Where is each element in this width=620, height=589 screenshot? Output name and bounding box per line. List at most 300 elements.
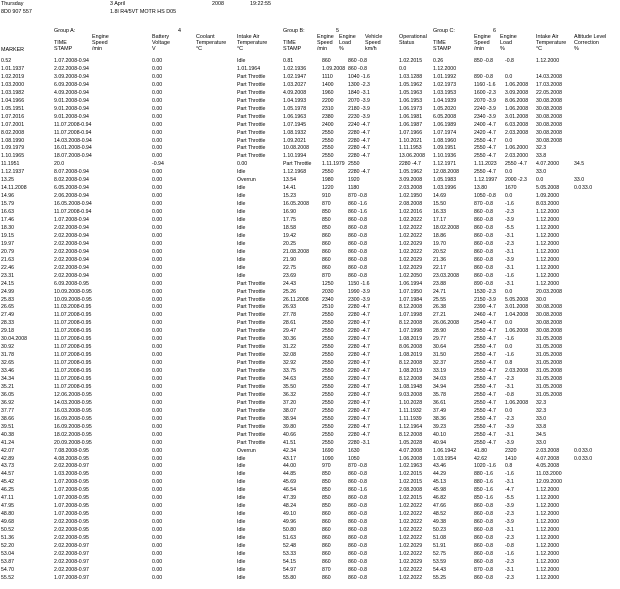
row-cell: -5.5 bbox=[505, 495, 514, 502]
row-cell: 34.5 bbox=[574, 161, 585, 168]
row-cell: 2.06.2008-0.94 bbox=[54, 193, 89, 200]
row-cell: 0.81 bbox=[283, 58, 294, 64]
row-cell: 0.0 bbox=[505, 344, 513, 351]
group-a-label: Group A: bbox=[54, 28, 76, 34]
row-cell: 1960 bbox=[322, 89, 334, 96]
row-cell: 2280 -4.7 bbox=[348, 129, 370, 136]
row-cell: 0.8 bbox=[505, 360, 513, 367]
row-cell: 44.85 bbox=[283, 471, 296, 478]
row-cell: 2550 -4.7 bbox=[474, 423, 496, 430]
row-cell: 0.00 bbox=[152, 121, 163, 128]
row-cell: 33.0 bbox=[582, 455, 593, 462]
row-cell: Part Throttle bbox=[237, 423, 266, 430]
row-cell: 860 -0.8 bbox=[474, 232, 494, 239]
row-cell: 2280 -4.7 bbox=[348, 368, 370, 375]
row-cell: 1.12.2000 bbox=[536, 566, 560, 573]
row-cell: 40.66 bbox=[283, 431, 296, 438]
row-cell: 16.63 bbox=[1, 209, 14, 216]
row-cell: 22.05.2008 bbox=[536, 89, 562, 96]
row-cell: 0.0 bbox=[505, 407, 513, 414]
row-cell: 2550 bbox=[322, 415, 334, 422]
row-cell: 860 -0.8 bbox=[474, 542, 494, 549]
row-cell: 32.3 bbox=[536, 399, 547, 406]
row-cell: 2.02.2008-0.95 bbox=[54, 519, 89, 526]
row-cell: 0.00 bbox=[152, 232, 163, 239]
row-cell: 11.07.2008-0.94 bbox=[54, 129, 92, 136]
row-cell: 2550 bbox=[322, 368, 334, 375]
row-cell: 36.92 bbox=[1, 399, 14, 406]
row-cell: 0.00 bbox=[152, 137, 163, 144]
row-cell: 3.09.2008 bbox=[399, 177, 423, 184]
row-cell: 860 bbox=[322, 519, 331, 526]
row-cell: 1.05.2028 bbox=[399, 439, 423, 446]
row-cell: 1.07.2016 bbox=[1, 113, 25, 120]
row-cell: 1.04.1966 bbox=[1, 97, 25, 104]
row-cell: 2280 -4.7 bbox=[348, 431, 370, 438]
row-cell: 21.63 bbox=[1, 256, 14, 263]
row-cell: 29.18 bbox=[1, 328, 14, 335]
row-cell: 1.12.2000 bbox=[536, 535, 560, 541]
row-cell: -3.9 bbox=[505, 503, 514, 510]
row-cell: 2550 bbox=[322, 344, 334, 351]
row-cell: Idle bbox=[237, 185, 246, 192]
row-cell: 2.08.2008 bbox=[399, 487, 423, 494]
row-cell: 26.11.2008 bbox=[283, 296, 309, 303]
row-cell: Part Throttle bbox=[237, 352, 266, 359]
row-cell: 40.38 bbox=[1, 431, 14, 438]
row-cell: 30.64 bbox=[433, 344, 446, 351]
row-cell: 2550 bbox=[322, 431, 334, 438]
row-cell: 0.00 bbox=[152, 185, 163, 192]
row-cell: Part Throttle bbox=[237, 368, 266, 375]
row-cell: 880 -1.6 bbox=[474, 471, 494, 478]
row-cell: 8.12.2008 bbox=[399, 431, 423, 438]
row-cell: 33.8 bbox=[536, 153, 547, 160]
row-cell: 0.00 bbox=[152, 360, 163, 367]
row-cell: 2400 bbox=[322, 121, 334, 128]
row-cell: 1.12.2000 bbox=[536, 280, 560, 287]
row-cell: 860 -0.8 bbox=[348, 542, 368, 549]
row-cell: 17.17 bbox=[433, 217, 446, 223]
header-time: 19:22:55 bbox=[250, 1, 271, 7]
row-cell: 34.03 bbox=[433, 376, 446, 382]
row-cell: 2380 bbox=[322, 113, 334, 120]
row-cell: 12.09.2000 bbox=[536, 479, 562, 486]
row-cell: 31.78 bbox=[1, 352, 14, 359]
row-cell: 2550 bbox=[322, 383, 334, 390]
row-cell: 1.05.2020 bbox=[433, 105, 457, 112]
row-cell: 9.03.2008 bbox=[399, 391, 423, 398]
row-cell: Idle bbox=[237, 217, 246, 223]
row-cell: 4.09.2008 bbox=[283, 89, 307, 96]
row-cell: 1.07.2008-0.94 bbox=[54, 217, 89, 223]
row-cell: 6.05.2008 bbox=[433, 113, 457, 120]
row-cell: 1.02.2029 bbox=[399, 256, 423, 263]
row-cell: 1.02.2022 bbox=[399, 217, 423, 223]
row-cell: 1.02.2050 bbox=[399, 272, 423, 279]
row-cell: 12.08.2008 bbox=[433, 169, 459, 176]
row-cell: 0.00 bbox=[152, 503, 163, 510]
row-cell: 0.00 bbox=[152, 550, 163, 557]
header-date: 3 April bbox=[110, 1, 125, 7]
row-cell: 16.90 bbox=[283, 209, 296, 216]
row-cell: 1410 bbox=[505, 455, 517, 462]
row-cell: 2550 -4.7 bbox=[474, 145, 496, 152]
row-cell: Part Throttle bbox=[237, 89, 266, 96]
row-cell: 45.69 bbox=[283, 479, 296, 486]
col-a-intake: Intake Air Temperature °C bbox=[237, 34, 268, 52]
row-cell: 49.96 bbox=[283, 519, 296, 526]
row-cell: 2310 bbox=[322, 105, 334, 112]
row-cell: Overrun bbox=[237, 447, 256, 454]
row-cell: 0.0 bbox=[505, 320, 513, 327]
row-cell: 870 bbox=[322, 566, 331, 573]
row-cell: 1050 -0.8 bbox=[474, 193, 496, 200]
row-cell: 2420 -4.7 bbox=[474, 129, 496, 136]
row-cell: 18.58 bbox=[283, 224, 296, 231]
row-cell: 2280 -4.7 bbox=[348, 407, 370, 414]
row-cell: 0.00 bbox=[152, 527, 163, 534]
row-cell: 2550 -4.7 bbox=[474, 439, 496, 446]
row-cell: 2550 bbox=[322, 376, 334, 382]
row-cell: 1.05.1962 bbox=[399, 169, 423, 176]
row-cell: 1.12.2000 bbox=[536, 495, 560, 502]
row-cell: 0.00 bbox=[152, 511, 163, 518]
row-cell: Idle bbox=[237, 558, 246, 565]
col-b-vehicle: Vehicle Speed km/h bbox=[365, 34, 383, 52]
row-cell: 30.36 bbox=[283, 336, 296, 343]
row-cell: 0.0 bbox=[505, 137, 513, 144]
row-cell: Part Throttle bbox=[237, 399, 266, 406]
row-cell: 2550 bbox=[322, 439, 334, 446]
row-cell: 1840 -3.1 bbox=[348, 89, 370, 96]
row-cell: 39.23 bbox=[433, 423, 446, 430]
row-cell: 20.09.2008-0.95 bbox=[54, 439, 92, 446]
row-cell: Idle bbox=[237, 264, 246, 271]
row-cell: 17.03.2008 bbox=[536, 81, 562, 88]
row-cell: -5.5 bbox=[505, 224, 514, 231]
row-cell: 860 -0.8 bbox=[474, 550, 494, 557]
row-cell: 1.02.1936 bbox=[283, 65, 307, 72]
row-cell: 18.30 bbox=[1, 224, 14, 231]
row-cell: 0.00 bbox=[152, 73, 163, 80]
row-cell: Part Throttle bbox=[237, 376, 266, 382]
row-cell: 22.17 bbox=[433, 264, 446, 271]
row-cell: 2550 bbox=[322, 336, 334, 343]
row-cell: 2550 bbox=[322, 360, 334, 367]
row-cell: -1.6 bbox=[505, 471, 514, 478]
row-cell: 1.12.2000 bbox=[536, 550, 560, 557]
row-cell: 11.03.2008-0.95 bbox=[54, 304, 92, 311]
row-cell: 1150 -1.6 bbox=[348, 280, 370, 287]
row-cell: 1.12.2000 bbox=[536, 232, 560, 239]
row-cell: -3.1 bbox=[505, 479, 514, 486]
row-cell: 860 -0.8 bbox=[348, 272, 368, 279]
row-cell: 1.06.2008 bbox=[505, 81, 529, 88]
row-cell: 0.0 bbox=[574, 185, 582, 192]
row-cell: 1.12.2000 bbox=[536, 240, 560, 247]
row-cell: 1400 bbox=[322, 81, 334, 88]
row-cell: 1.02.2019 bbox=[1, 73, 25, 80]
row-cell: Part Throttle bbox=[237, 113, 266, 120]
row-cell: 0.00 bbox=[152, 471, 163, 478]
row-cell: 34.5 bbox=[536, 431, 547, 438]
row-cell: 1.02.2022 bbox=[399, 535, 423, 541]
row-cell: 850 bbox=[322, 495, 331, 502]
row-cell: Part Throttle bbox=[237, 328, 266, 335]
row-cell: 1.12.1968 bbox=[283, 169, 307, 176]
row-cell: 10.08.2008 bbox=[283, 145, 309, 152]
row-cell: Part Throttle bbox=[237, 344, 266, 351]
row-cell: 1.02.2016 bbox=[399, 209, 423, 216]
row-cell: 2280 -4.7 bbox=[348, 312, 370, 319]
row-cell: 11.07.2008-0.95 bbox=[54, 320, 92, 327]
row-cell: 0.00 bbox=[152, 129, 163, 136]
row-cell: 1.02.2015 bbox=[399, 471, 423, 478]
row-cell: 30.0 bbox=[536, 296, 547, 303]
row-cell: 1.12.2000 bbox=[536, 511, 560, 518]
row-cell: 0.0 bbox=[505, 193, 513, 200]
col-c-time: TIME STAMP bbox=[433, 40, 452, 52]
row-cell: 52.75 bbox=[433, 550, 446, 557]
row-cell: 2550 -4.7 bbox=[474, 352, 496, 359]
row-cell: 1.06.1973 bbox=[399, 105, 423, 112]
row-cell: 29.47 bbox=[283, 328, 296, 335]
row-cell: 2280 -4.7 bbox=[348, 320, 370, 327]
row-cell: 55.80 bbox=[283, 574, 296, 581]
row-cell: 2150 -3.9 bbox=[474, 296, 496, 303]
row-cell: 1.03.2000 bbox=[1, 81, 25, 88]
row-cell: 20.79 bbox=[1, 248, 14, 255]
row-cell: 1090 bbox=[322, 455, 334, 462]
row-cell: 2550 bbox=[322, 153, 334, 160]
row-cell: 53.59 bbox=[433, 558, 446, 565]
row-cell: 1.12.2000 bbox=[536, 224, 560, 231]
row-cell: 860 -0.8 bbox=[348, 503, 368, 510]
row-cell: Part Throttle bbox=[237, 415, 266, 422]
row-cell: 1.12.2000 bbox=[536, 264, 560, 271]
row-cell: 0.00 bbox=[152, 542, 163, 549]
row-cell: 17.75 bbox=[283, 217, 296, 223]
row-cell: 30.08.2008 bbox=[536, 121, 562, 128]
row-cell: 20.25 bbox=[283, 240, 296, 247]
row-cell: 860 bbox=[322, 550, 331, 557]
row-cell: 33.46 bbox=[1, 368, 14, 375]
row-cell: -3.1 bbox=[505, 264, 514, 271]
row-cell: 860 bbox=[322, 542, 331, 549]
row-cell: 19.15 bbox=[1, 232, 14, 239]
row-cell: 1.02.2015 bbox=[399, 495, 423, 502]
row-cell: 0.00 bbox=[152, 320, 163, 327]
row-cell: 1.07.2008-0.95 bbox=[54, 479, 89, 486]
row-cell: 0.00 bbox=[152, 558, 163, 565]
row-cell: 2550 bbox=[348, 161, 360, 168]
row-cell: Idle bbox=[237, 256, 246, 263]
row-cell: 29.77 bbox=[433, 336, 446, 343]
row-cell: Idle bbox=[237, 511, 246, 518]
row-cell: -2.3 bbox=[505, 240, 514, 247]
row-cell: 1.02.2029 bbox=[399, 558, 423, 565]
row-cell: 1.10.2021 bbox=[399, 137, 423, 144]
row-cell: 2550 -4.7 bbox=[474, 399, 496, 406]
row-cell: 1.03.1288 bbox=[399, 73, 423, 80]
row-cell: -1.6 bbox=[505, 550, 514, 557]
row-cell: 14.03.2008 bbox=[536, 73, 562, 80]
row-cell: 860 -0.8 bbox=[474, 240, 494, 247]
row-cell: 2550 bbox=[322, 129, 334, 136]
row-cell: 33.0 bbox=[574, 177, 585, 184]
row-cell: -2.3 bbox=[505, 511, 514, 518]
row-cell: 2280 -4.7 bbox=[348, 376, 370, 382]
row-cell: 0.00 bbox=[152, 535, 163, 541]
row-cell: 31.50 bbox=[433, 352, 446, 359]
row-cell: 6.09.2008-0.95 bbox=[54, 280, 89, 287]
row-cell: 0.00 bbox=[152, 344, 163, 351]
row-cell: 0.00 bbox=[152, 383, 163, 390]
row-cell: 11.07.2008-0.95 bbox=[54, 360, 92, 367]
row-cell: 0.00 bbox=[152, 447, 163, 454]
row-cell: 1.01.1964 bbox=[237, 65, 261, 72]
row-cell: 1050 bbox=[348, 455, 360, 462]
row-cell: 860 bbox=[322, 58, 331, 64]
row-cell: 2510 bbox=[322, 304, 334, 311]
row-cell: 20.0 bbox=[54, 161, 65, 168]
row-cell: 16.03.2008-0.95 bbox=[54, 407, 92, 414]
row-cell: 1.02.2022 bbox=[399, 224, 423, 231]
row-cell: 1.02.2029 bbox=[399, 264, 423, 271]
row-cell: 50.52 bbox=[1, 527, 14, 534]
row-cell: 1.12.2000 bbox=[433, 65, 457, 72]
row-cell: 8.12.2008 bbox=[399, 376, 423, 382]
row-cell: 0.00 bbox=[152, 415, 163, 422]
row-cell: 860 -0.8 bbox=[348, 65, 368, 72]
row-cell: 10.09.2008-0.95 bbox=[54, 296, 92, 303]
row-cell: 54.43 bbox=[433, 566, 446, 573]
row-cell: 31.22 bbox=[283, 344, 296, 351]
row-cell: 1.08.2019 bbox=[399, 336, 423, 343]
row-cell: 6.03.2008 bbox=[505, 121, 529, 128]
col-c-intake: Intake Air Temperature °C bbox=[536, 34, 567, 52]
row-cell: 1.06.1953 bbox=[399, 97, 423, 104]
row-cell: Part Throttle bbox=[237, 431, 266, 438]
row-cell: 1.12.1971 bbox=[433, 161, 457, 168]
row-cell: 30.08.2008 bbox=[536, 97, 562, 104]
row-cell: 2.02.2008-0.97 bbox=[54, 542, 89, 549]
row-cell: 1.11.1979 bbox=[322, 161, 345, 168]
row-cell: 2280 -3.1 bbox=[348, 439, 370, 446]
row-cell: -1.6 bbox=[505, 352, 514, 359]
row-cell: 1.02.1973 bbox=[433, 81, 457, 88]
row-cell: 1.08.1960 bbox=[433, 137, 457, 144]
col-a-time: TIME STAMP bbox=[54, 40, 73, 52]
row-cell: 860 -0.8 bbox=[348, 574, 368, 581]
row-cell: 1.02.2022 bbox=[399, 503, 423, 510]
row-cell: 0.00 bbox=[152, 391, 163, 398]
row-cell: Idle bbox=[237, 193, 246, 200]
row-cell: 24.43 bbox=[283, 280, 296, 287]
row-cell: 2400 -4.7 bbox=[474, 121, 496, 128]
row-cell: 55.52 bbox=[1, 574, 14, 581]
row-cell: 2550 -4.7 bbox=[474, 344, 496, 351]
row-cell: 1.07.1950 bbox=[399, 288, 423, 295]
row-cell: 41.80 bbox=[474, 447, 487, 454]
row-cell: 860 -1.6 bbox=[348, 201, 368, 208]
col-a-coolant: Coolant Temperature °C bbox=[196, 34, 227, 52]
row-cell: 870 -0.8 bbox=[348, 193, 368, 200]
row-cell: 860 bbox=[322, 535, 331, 541]
row-cell: 28.61 bbox=[283, 320, 296, 327]
row-cell: 40.10 bbox=[433, 431, 446, 438]
row-cell: 2280 -4.7 bbox=[348, 304, 370, 311]
row-cell: -0.94 bbox=[152, 161, 164, 168]
row-cell: 2200 bbox=[322, 97, 334, 104]
row-cell: 2550 -4.7 bbox=[474, 169, 496, 176]
row-cell: 0.0 bbox=[574, 447, 582, 454]
row-cell: -3.9 bbox=[505, 423, 514, 430]
row-cell: 37.77 bbox=[1, 407, 14, 414]
row-cell: 1.07.1966 bbox=[399, 129, 423, 136]
row-cell: 1.07.1984 bbox=[399, 296, 423, 303]
row-cell: 0.00 bbox=[152, 272, 163, 279]
row-cell: 860 bbox=[322, 527, 331, 534]
row-cell: 850 bbox=[322, 503, 331, 510]
row-cell: 25.55 bbox=[433, 296, 446, 303]
row-cell: 3.01.2008 bbox=[505, 113, 529, 120]
row-cell: 54.15 bbox=[283, 558, 296, 565]
row-cell: Idle bbox=[237, 550, 246, 557]
row-cell: 860 -0.8 bbox=[474, 558, 494, 565]
row-cell: 1.06.1994 bbox=[399, 280, 423, 287]
row-cell: 2550 -4.7 bbox=[474, 391, 496, 398]
row-cell: 0.00 bbox=[152, 495, 163, 502]
row-cell: 2550 -4.7 bbox=[474, 376, 496, 382]
row-cell: 2.02.2008-0.94 bbox=[54, 240, 89, 247]
row-cell: 14.96 bbox=[1, 193, 14, 200]
row-cell: 42.89 bbox=[1, 455, 14, 462]
row-cell: 2.02.2008-0.97 bbox=[54, 550, 89, 557]
row-cell: Part Throttle bbox=[237, 439, 266, 446]
row-cell: 26.65 bbox=[1, 304, 14, 311]
row-cell: 32.3 bbox=[536, 145, 547, 152]
row-cell: 0.0 bbox=[399, 65, 407, 72]
row-cell: -3.9 bbox=[505, 439, 514, 446]
row-cell: 15.23 bbox=[283, 193, 296, 200]
row-cell: 26.93 bbox=[283, 304, 296, 311]
row-cell: 1.02.2022 bbox=[399, 527, 423, 534]
row-cell: 1.07.2008-0.94 bbox=[54, 58, 89, 64]
row-cell: Idle bbox=[237, 455, 246, 462]
row-cell: Part Throttle bbox=[237, 304, 266, 311]
row-cell: 1.02.2029 bbox=[399, 542, 423, 549]
row-cell: 1.05.1962 bbox=[399, 81, 423, 88]
row-cell: 11.07.2008-0.95 bbox=[54, 344, 92, 351]
row-cell: 2280 -4.7 bbox=[348, 383, 370, 390]
row-cell: 31.05.2008 bbox=[536, 368, 562, 375]
row-cell: 860 bbox=[322, 256, 331, 263]
row-cell: 11.07.2008-0.94 bbox=[54, 209, 92, 216]
row-cell: 2.02.2008-0.94 bbox=[54, 232, 89, 239]
row-cell: 1.08.1990 bbox=[1, 137, 25, 144]
group-c-label: Group C: bbox=[433, 28, 455, 34]
row-cell: -3.1 bbox=[505, 383, 514, 390]
row-cell: 0.00 bbox=[152, 352, 163, 359]
row-cell: 2.02.2008-0.97 bbox=[54, 566, 89, 573]
row-cell: 1.02.2022 bbox=[399, 550, 423, 557]
row-cell: 1.02.2029 bbox=[399, 240, 423, 247]
row-cell: 15.50 bbox=[433, 201, 446, 208]
row-cell: 51.91 bbox=[433, 542, 446, 549]
row-cell: 2550 -4.7 bbox=[474, 407, 496, 414]
